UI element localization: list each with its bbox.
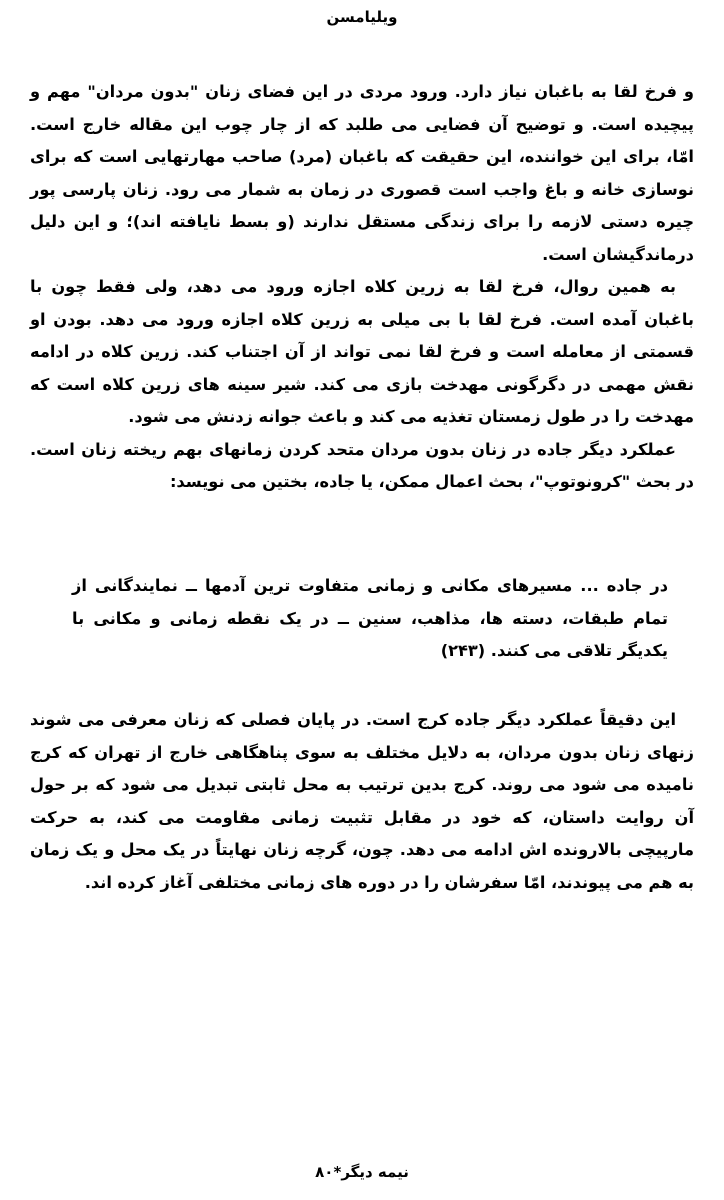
body-section-2 [30, 704, 694, 899]
quote-text: در جاده ... مسیرهای مکانی و زمانی متفاوت ترین آدمها ــ نمایندگانی از تمام طبقات، دسته ها، مذاهب، سنین ــ در یک نقطه زمانی و مکانی با یکدیگر تلاقی می کنند. (۲۴۳) [72, 576, 668, 660]
page-folio: نیمه دیگر*۸۰ [315, 1163, 409, 1181]
paragraph-3: عملکرد دیگر جاده در زنان بدون مردان متحد کردن زمانهای بهم ریخته زنان است. در بحث "کرونوتوپ"، بحث اعمال ممکن، یا جاده، بختین می نویسد: [30, 439, 694, 491]
paragraph-4: این دقیقاً عملکرد دیگر جاده کرج است. در پایان فصلی که زنان معرفی می شوند زنهای زنان بدون مردان، به دلایل مختلف به سوی پناهگاهی خارج از تهران که کرج نامیده می شود می روند. کرج بدین ترتیب به محل ثابتی تبدیل می شود که بر حول آن روایت داستان، که خود در مقابل تثبیت زمانی مقاومت می کند، به حرکت مارپیچی بالارونده اش ادامه می دهد. چون، گرچه زنان نهایتاً در یک محل و یک زمان به هم می پیوندند، امّا سفرشان را در دوره های زمانی مختلفی آغاز کرده اند. [30, 710, 694, 892]
paragraph-1: و فرخ لقا به باغبان نیاز دارد. ورود مردی در این فضای زنان "بدون مردان" مهم و پیچیده است. و توضیح آن فضایی می طلبد که از چار چوب این مقاله خارج است. امّا، برای این خواننده، این حقیقت که باغبان (مرد) صاحب مهارتهایی است که برای نوسازی خانه و باغ واجب است قصوری در زمان به شمار می رود. زنان پارسی پور چیره دستی لازمه را برای زندگی مستقل ندارند (و بسط نایافته اند)؛ و این دلیل درماندگیشان است. [30, 82, 694, 264]
body-section-1 [30, 76, 694, 499]
running-header: ویلیامسن [326, 8, 398, 26]
block-quote [72, 570, 668, 668]
paragraph-2: به همین روال، فرخ لقا به زرین کلاه اجازه ورود می دهد، ولی فقط چون با باغبان آمده است. فرخ لقا با بی میلی به زرین کلاه اجازه ورود می دهد. بودن او قسمتی از معامله است و فرخ لقا نمی تواند از آن اجتناب کند. زرین کلاه در ادامه نقش مهمی در دگرگونی مهدخت بازی می کند. شیر سینه های زرین کلاه است که مهدخت را در طول زمستان تغذیه می کند و باعث جوانه زدنش می شود. [30, 277, 694, 426]
